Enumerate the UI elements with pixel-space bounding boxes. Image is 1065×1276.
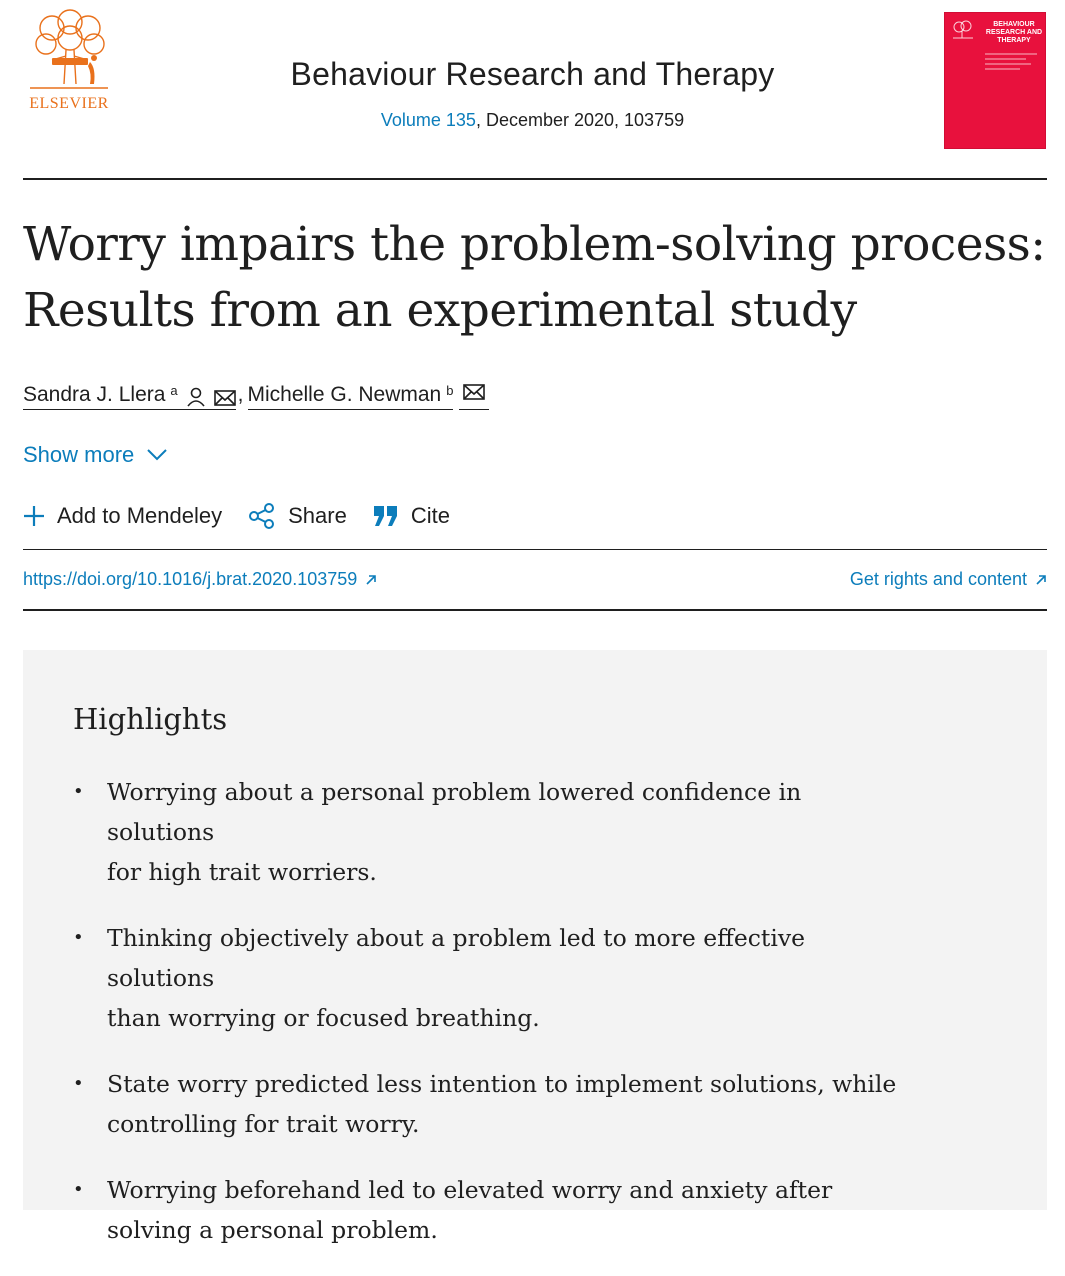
rights-text: Get rights and content [849, 569, 1027, 589]
author-link-newman[interactable] [248, 383, 454, 410]
actions-divider [23, 549, 1047, 550]
journal-title[interactable]: Behaviour Research and Therapy [290, 56, 775, 92]
journal-header [0, 0, 1065, 180]
article-title-line-2: Results from an experimental study [23, 283, 857, 338]
journal-cover-thumbnail[interactable] [944, 12, 1046, 149]
get-rights-link[interactable] [850, 569, 1047, 590]
chevron-down-icon [146, 442, 168, 468]
highlight-line: controlling for trait worry. [107, 1110, 420, 1138]
plus-icon [23, 505, 45, 527]
highlights-heading: Highlights [73, 702, 228, 736]
cite-label: Cite [410, 503, 450, 528]
doi-link[interactable] [23, 569, 377, 590]
author-link-llera[interactable] [23, 383, 236, 410]
external-link-icon [365, 574, 377, 586]
links-divider [23, 609, 1047, 611]
author-list [23, 376, 489, 410]
highlight-item [73, 1170, 903, 1250]
author-name: Sandra J. Llera [23, 383, 166, 406]
bullet: • [73, 1179, 84, 1200]
highlights-list [73, 772, 903, 1276]
article-title [23, 212, 1053, 344]
highlight-line: than worrying or focused breathing. [107, 1004, 540, 1032]
envelope-icon[interactable] [459, 383, 489, 410]
cover-title: BEHAVIOUR RESEARCH AND THERAPY [985, 21, 1043, 44]
external-link-icon [1035, 574, 1047, 586]
share-icon [248, 502, 276, 530]
show-more-button[interactable] [23, 442, 168, 468]
cite-button[interactable] [373, 503, 450, 529]
highlight-line: Worrying beforehand led to elevated worry and anxiety after [107, 1176, 833, 1204]
volume-link[interactable]: Volume 135 [380, 110, 476, 130]
show-more-label: Show more [23, 442, 135, 467]
person-icon [186, 387, 206, 407]
journal-issue-info [0, 110, 1065, 131]
bullet: • [73, 927, 84, 948]
highlight-line: State worry predicted less intention to implement solutions, while [107, 1070, 897, 1098]
cover-logo-icon [949, 19, 979, 39]
header-divider [23, 178, 1047, 180]
highlight-line: for high trait worriers. [107, 858, 377, 886]
highlight-item [73, 918, 903, 1038]
doi-text: https://doi.org/10.1016/j.brat.2020.103759 [23, 569, 358, 589]
article-actions [23, 502, 476, 530]
author-separator: , [237, 383, 244, 406]
highlight-line: Thinking objectively about a problem led to more effective solutions [107, 924, 806, 992]
highlight-line: solving a personal problem. [107, 1216, 438, 1244]
author-affiliation: a [170, 383, 178, 398]
quote-icon [373, 505, 399, 527]
highlight-line: Worrying about a personal problem lowered confidence in solutions [107, 778, 802, 846]
highlight-item [73, 772, 903, 892]
cover-text-lines [985, 53, 1043, 73]
add-to-mendeley-label: Add to Mendeley [57, 503, 223, 528]
share-label: Share [288, 503, 347, 528]
add-to-mendeley-button[interactable] [23, 503, 222, 529]
share-button[interactable] [248, 502, 347, 530]
highlights-section [23, 650, 1047, 1244]
article-title-line-1: Worry impairs the problem-solving process: [23, 217, 1046, 272]
bullet: • [73, 1073, 84, 1094]
highlight-item [73, 1064, 903, 1144]
bullet: • [73, 781, 84, 802]
author-affiliation: b [446, 383, 454, 398]
envelope-icon [214, 389, 236, 407]
elsevier-wordmark: ELSEVIER [29, 95, 109, 112]
issue-date: , December 2020, 103759 [475, 110, 685, 130]
author-name: Michelle G. Newman [247, 383, 442, 406]
